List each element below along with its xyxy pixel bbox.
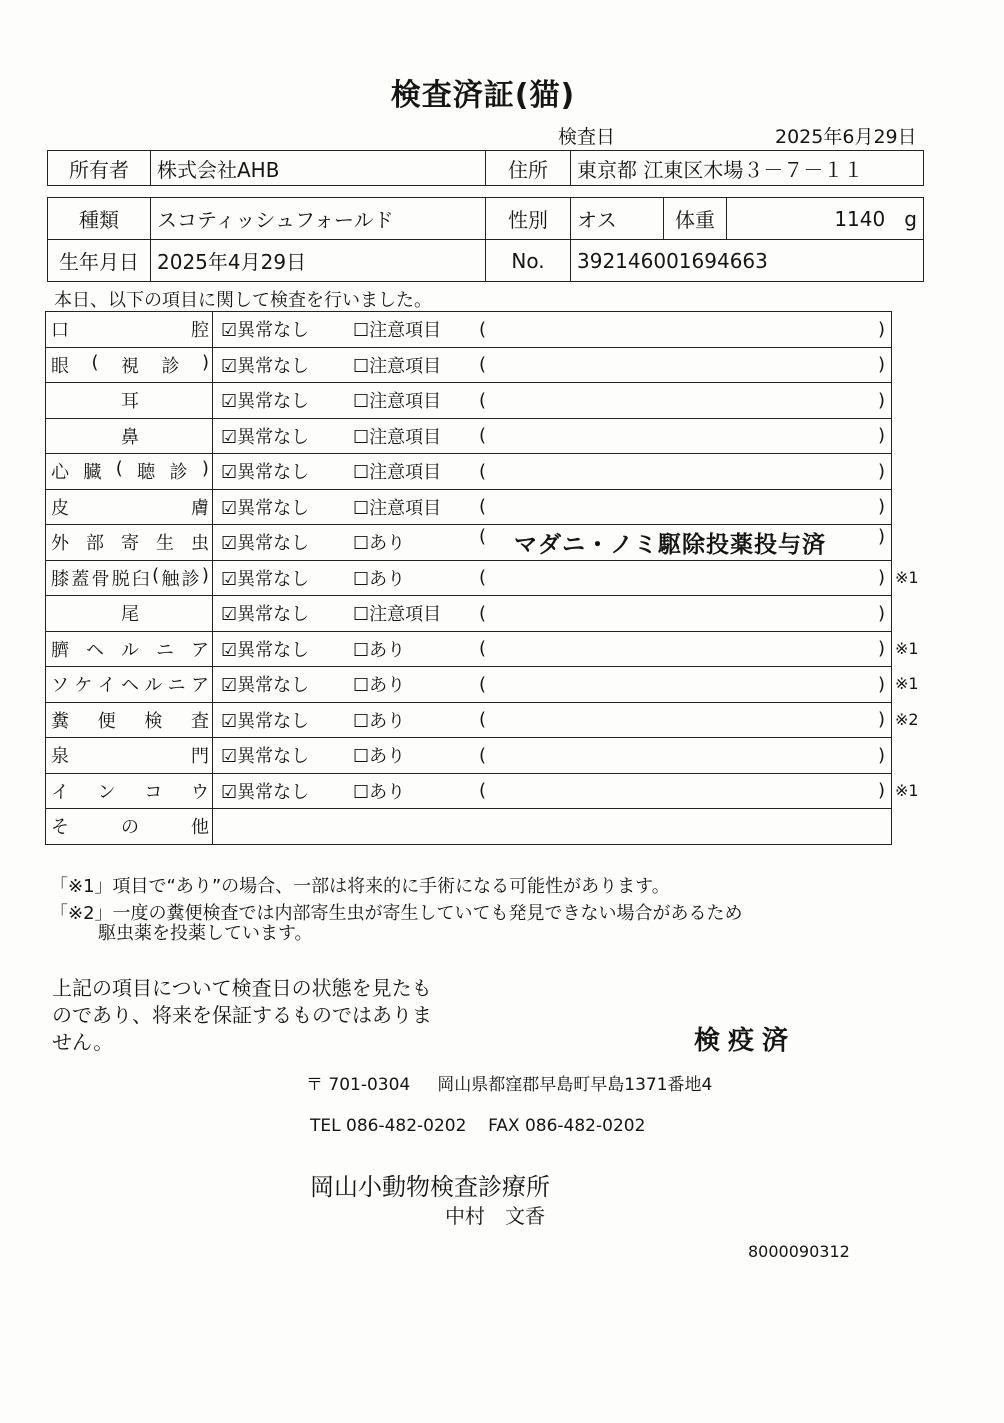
item-name-char: ニ [167, 675, 186, 697]
checklist-item-name [46, 458, 212, 484]
other-label-char: そ [51, 817, 69, 839]
remark-field [479, 461, 891, 482]
item-name-char: 脱 [111, 568, 130, 590]
owner-value: 株式会社AHB [151, 151, 486, 186]
checklist-options [213, 636, 891, 662]
checklist-options [213, 423, 891, 449]
checklist-item-cell [46, 702, 213, 738]
item-name-char: ヘ [86, 639, 104, 661]
checklist-row [46, 347, 892, 383]
checklist-item-name [46, 352, 212, 378]
finding-checkbox[interactable]: ☐注意項目 [353, 391, 442, 413]
item-name-char: ( [115, 458, 123, 480]
item-name-char: 皮 [51, 497, 69, 519]
item-name-char: ( [91, 351, 99, 373]
document-title: 検査済証(猫) [390, 78, 576, 113]
remark-field [479, 496, 891, 517]
item-name-char: ア [191, 639, 209, 661]
inspected-stamp: 検疫済 [694, 1026, 797, 1056]
item-name-char: ケ [74, 675, 93, 697]
remark-close-paren: ) [877, 496, 885, 518]
owner-label: 所有者 [48, 151, 151, 186]
weight-unit: g [904, 206, 917, 231]
checklist-options [213, 778, 891, 804]
weight-value: 1140 [834, 206, 886, 231]
inspection-checklist [45, 311, 892, 845]
remark-field [479, 526, 891, 559]
checklist-result-cell [213, 347, 892, 383]
finding-checkbox[interactable]: ☐あり [353, 781, 406, 803]
footnote-2-continued: 駆虫薬を投薬しています。 [98, 923, 313, 944]
remark-open-paren: ( [479, 744, 487, 766]
item-name-char: 寄 [121, 533, 139, 555]
no-abnormality-checkbox[interactable]: ☑異常なし [221, 710, 310, 732]
item-name-char: 心 [51, 462, 69, 484]
tel-number: TEL 086-482-0202 [310, 1116, 467, 1136]
item-name-char: イ [97, 675, 116, 697]
item-name-char: 糞 [51, 710, 69, 732]
checklist-item-cell [46, 631, 213, 667]
finding-checkbox[interactable]: ☐注意項目 [353, 604, 442, 626]
remark-open-paren: ( [479, 602, 487, 624]
finding-checkbox[interactable]: ☐あり [353, 639, 406, 661]
checklist-result-cell [213, 773, 892, 809]
item-name-char: 生 [156, 533, 174, 555]
owner-table [47, 150, 924, 186]
inspection-date: 2025年6月29日 [775, 126, 917, 148]
number-label: No. [486, 240, 571, 282]
no-abnormality-checkbox[interactable]: ☑異常なし [221, 639, 310, 661]
item-name-char: 臓 [83, 462, 102, 484]
checklist-item-name [46, 565, 212, 591]
item-name-char: 臼 [131, 568, 150, 590]
remark-open-paren: ( [479, 318, 487, 340]
item-name-char: 査 [190, 710, 209, 732]
remark-field [479, 709, 891, 730]
item-name-char: 診 [161, 355, 180, 377]
checklist-result-cell [213, 702, 892, 738]
item-name-char: ニ [156, 639, 174, 661]
finding-checkbox[interactable]: ☐あり [353, 568, 406, 590]
remark-open-paren: ( [479, 638, 487, 660]
checklist-options [213, 316, 891, 342]
remark-open-paren: ( [479, 460, 487, 482]
sex-label: 性別 [486, 198, 571, 240]
disclaimer: 上記の項目について検査日の状態を見たものであり、将来を保証するものではありません。 [52, 976, 432, 1054]
remark-open-paren: ( [479, 709, 487, 731]
checklist-item-cell [46, 667, 213, 703]
no-abnormality-checkbox[interactable]: ☑異常なし [221, 533, 310, 555]
checklist-item-name [46, 316, 212, 342]
checklist-row [46, 667, 892, 703]
breed-label: 種類 [48, 198, 151, 240]
remark-field [479, 745, 891, 766]
item-name-char: 外 [51, 533, 69, 555]
no-abnormality-checkbox[interactable]: ☑異常なし [221, 568, 310, 590]
checklist-row [46, 525, 892, 561]
remark-field [479, 674, 891, 695]
item-name-char: 虫 [191, 533, 209, 555]
finding-checkbox[interactable]: ☐あり [353, 746, 406, 768]
item-name-char: ヘ [120, 675, 139, 697]
remark-open-paren: ( [479, 780, 487, 802]
remark-field [479, 638, 891, 659]
no-abnormality-checkbox[interactable]: ☑異常なし [221, 391, 310, 413]
checklist-options [213, 707, 891, 733]
checklist-row [46, 489, 892, 525]
checklist-item-cell [46, 347, 213, 383]
item-name-char: 泉 [51, 746, 69, 768]
checklist-item-cell [46, 418, 213, 454]
checklist-item-name [46, 742, 212, 768]
checklist-item-cell [46, 454, 213, 490]
checklist-item-name [46, 600, 212, 626]
remark-field [479, 354, 891, 375]
checklist-result-cell [213, 383, 892, 419]
remark-field [479, 390, 891, 411]
checklist-result-cell [213, 631, 892, 667]
checklist-result-cell [213, 525, 892, 561]
checklist-result-cell [213, 312, 892, 348]
checklist-row [46, 773, 892, 809]
checklist-item-cell [46, 525, 213, 561]
checklist-row [46, 418, 892, 454]
footnote-mark: ※1 [895, 568, 919, 587]
checklist-options [213, 387, 891, 413]
checklist-row [46, 631, 892, 667]
weight-label: 体重 [664, 198, 727, 240]
sex-value: オス [571, 198, 664, 240]
remark-close-paren: ) [877, 638, 885, 660]
checklist-item-name [46, 387, 212, 413]
item-name-char: ン [97, 781, 116, 803]
checklist-item-cell [46, 560, 213, 596]
animal-table [47, 197, 924, 282]
checklist-result-cell [213, 667, 892, 703]
checklist-item-name [46, 529, 212, 555]
item-name-char: 鼻 [121, 426, 139, 448]
remark-field [479, 567, 891, 588]
checklist-options [213, 742, 891, 768]
finding-checkbox[interactable]: ☐注意項目 [353, 320, 442, 342]
checklist-result-cell [213, 560, 892, 596]
checklist-row [46, 383, 892, 419]
remark-close-paren: ) [877, 602, 885, 624]
checklist-item-cell [46, 773, 213, 809]
item-name-char: ) [201, 351, 209, 373]
remark-close-paren: ) [877, 425, 885, 447]
checklist-options [213, 671, 891, 697]
remark-close-paren: ) [877, 744, 885, 766]
other-label-cell [46, 809, 213, 845]
checklist-options [213, 600, 891, 626]
checklist-result-cell [213, 418, 892, 454]
number-value: 392146001694663 [571, 240, 924, 282]
contact-line [310, 1116, 645, 1136]
fax-number: FAX 086-482-0202 [488, 1116, 646, 1136]
remark-open-paren: ( [479, 354, 487, 376]
checklist-item-name [46, 636, 212, 662]
finding-checkbox[interactable]: ☐注意項目 [353, 462, 442, 484]
checklist-item-cell [46, 383, 213, 419]
checklist-item-cell [46, 738, 213, 774]
postal-code: 〒 701-0304 [306, 1075, 411, 1095]
item-name-char: 腔 [191, 320, 209, 342]
remark-open-paren: ( [479, 496, 487, 518]
item-name-char: ル [121, 639, 139, 661]
item-name-char: 耳 [121, 391, 139, 413]
checklist-row [46, 702, 892, 738]
item-name-char: コ [144, 781, 163, 803]
checklist-options [213, 526, 891, 559]
checklist-result-cell [213, 596, 892, 632]
item-name-char: ) [201, 458, 209, 480]
inspection-date-label: 検査日 [558, 126, 616, 148]
remark-field [479, 603, 891, 624]
checklist-item-cell [46, 489, 213, 525]
checklist-result-cell [213, 738, 892, 774]
other-label [46, 813, 212, 839]
other-remark-field[interactable] [213, 809, 892, 845]
checklist-item-cell [46, 596, 213, 632]
footnote-mark: ※1 [895, 674, 919, 693]
no-abnormality-checkbox[interactable]: ☑異常なし [221, 675, 310, 697]
item-name-char: 門 [191, 746, 209, 768]
checklist-item-name [46, 778, 212, 804]
intro-text: 本日、以下の項目に関して検査を行いました。 [54, 290, 432, 311]
item-name-char: 臍 [51, 639, 69, 661]
clinic-name: 岡山小動物検査診療所 [310, 1173, 550, 1201]
other-label-char: の [121, 817, 139, 839]
remark-open-paren: ( [479, 567, 487, 589]
item-name-char: 膝 [51, 568, 69, 590]
no-abnormality-checkbox[interactable]: ☑異常なし [221, 746, 310, 768]
weight-cell [727, 198, 924, 240]
breed-value: スコティッシュフォールド [151, 198, 486, 240]
item-name-char: 診 [169, 462, 188, 484]
item-name-char: イ [51, 781, 69, 803]
checklist-options [213, 565, 891, 591]
checklist-item-name [46, 707, 212, 733]
checklist-item-name [46, 423, 212, 449]
footnote-mark: ※2 [895, 710, 919, 729]
checklist-row [46, 738, 892, 774]
clinic-address: 岡山県都窪郡早島町早島1371番地4 [437, 1075, 713, 1095]
remark-open-paren: ( [479, 389, 487, 411]
remark-close-paren: ) [877, 389, 885, 411]
remark-field [479, 319, 891, 340]
item-name-char: ソ [51, 675, 69, 697]
no-abnormality-checkbox[interactable]: ☑異常なし [221, 462, 310, 484]
checklist-row [46, 596, 892, 632]
finding-checkbox[interactable]: ☐あり [353, 675, 406, 697]
checklist-options [213, 494, 891, 520]
no-abnormality-checkbox[interactable]: ☑異常なし [221, 426, 310, 448]
checklist-item-name [46, 671, 212, 697]
footnote-mark: ※1 [895, 781, 919, 800]
item-name-char: ア [190, 675, 209, 697]
item-name-char: ル [144, 675, 163, 697]
birth-label: 生年月日 [48, 240, 151, 282]
finding-checkbox[interactable]: ☐あり [353, 533, 406, 555]
item-name-char: 診 [181, 568, 200, 590]
item-name-char: 便 [97, 710, 116, 732]
remark-close-paren: ) [877, 780, 885, 802]
remark-field [479, 425, 891, 446]
item-name-char: 尾 [121, 604, 139, 626]
finding-checkbox[interactable]: ☐注意項目 [353, 426, 442, 448]
item-name-char: 蓋 [71, 568, 90, 590]
item-name-char: 口 [51, 320, 69, 342]
finding-checkbox[interactable]: ☐あり [353, 710, 406, 732]
finding-checkbox[interactable]: ☐注意項目 [353, 355, 442, 377]
item-name-char: ) [201, 564, 209, 586]
remark-close-paren: ) [877, 673, 885, 695]
item-name-char: 膚 [191, 497, 209, 519]
item-name-char: ( [152, 564, 160, 586]
no-abnormality-checkbox[interactable]: ☑異常なし [221, 604, 310, 626]
checklist-result-cell [213, 454, 892, 490]
finding-checkbox[interactable]: ☐注意項目 [353, 497, 442, 519]
checklist-row [46, 454, 892, 490]
item-name-char: 触 [161, 568, 180, 590]
remark-open-paren: ( [479, 673, 487, 695]
remark-open-paren: ( [479, 425, 487, 447]
item-name-char: 検 [144, 710, 163, 732]
checklist-item-name [46, 494, 212, 520]
no-abnormality-checkbox[interactable]: ☑異常なし [221, 781, 310, 803]
remark-close-paren: ) [877, 318, 885, 340]
item-name-char: ウ [190, 781, 209, 803]
checklist-row [46, 560, 892, 596]
inspector-name: 中村 文香 [445, 1204, 545, 1228]
remark-close-paren: ) [877, 567, 885, 589]
footnote-1: 「※1」項目で“あり”の場合、一部は将来的に手術になる可能性があります。 [50, 876, 670, 897]
remark-close-paren: ) [877, 525, 885, 547]
checklist-options [213, 352, 891, 378]
checklist-row-other [46, 809, 892, 845]
footnote-2: 「※2」一度の糞便検査では内部寄生虫が寄生していても発見できない場合があるため [50, 903, 743, 924]
checklist-item-cell [46, 312, 213, 348]
no-abnormality-checkbox[interactable]: ☑異常なし [221, 320, 310, 342]
remark-note: マダニ・ノミ駆除投薬投与済 [514, 531, 827, 558]
remark-close-paren: ) [877, 460, 885, 482]
document-code: 8000090312 [748, 1242, 850, 1261]
other-label-char: 他 [191, 817, 209, 839]
remark-field [479, 780, 891, 801]
item-name-char: 部 [86, 533, 104, 555]
checklist-row [46, 312, 892, 348]
address-value: 東京都 江東区木場３－７－１１ [571, 151, 924, 186]
item-name-char: 視 [121, 355, 139, 377]
checklist-result-cell [213, 489, 892, 525]
remark-open-paren: ( [479, 525, 487, 547]
item-name-char: 聴 [137, 462, 156, 484]
remark-close-paren: ) [877, 709, 885, 731]
no-abnormality-checkbox[interactable]: ☑異常なし [221, 355, 310, 377]
address-label: 住所 [486, 151, 571, 186]
clinic-address-line [306, 1070, 712, 1095]
footnote-mark: ※1 [895, 639, 919, 658]
checklist-options [213, 458, 891, 484]
no-abnormality-checkbox[interactable]: ☑異常なし [221, 497, 310, 519]
remark-close-paren: ) [877, 354, 885, 376]
item-name-char: 眼 [51, 355, 69, 377]
birth-value: 2025年4月29日 [151, 240, 486, 282]
item-name-char: 骨 [91, 568, 110, 590]
